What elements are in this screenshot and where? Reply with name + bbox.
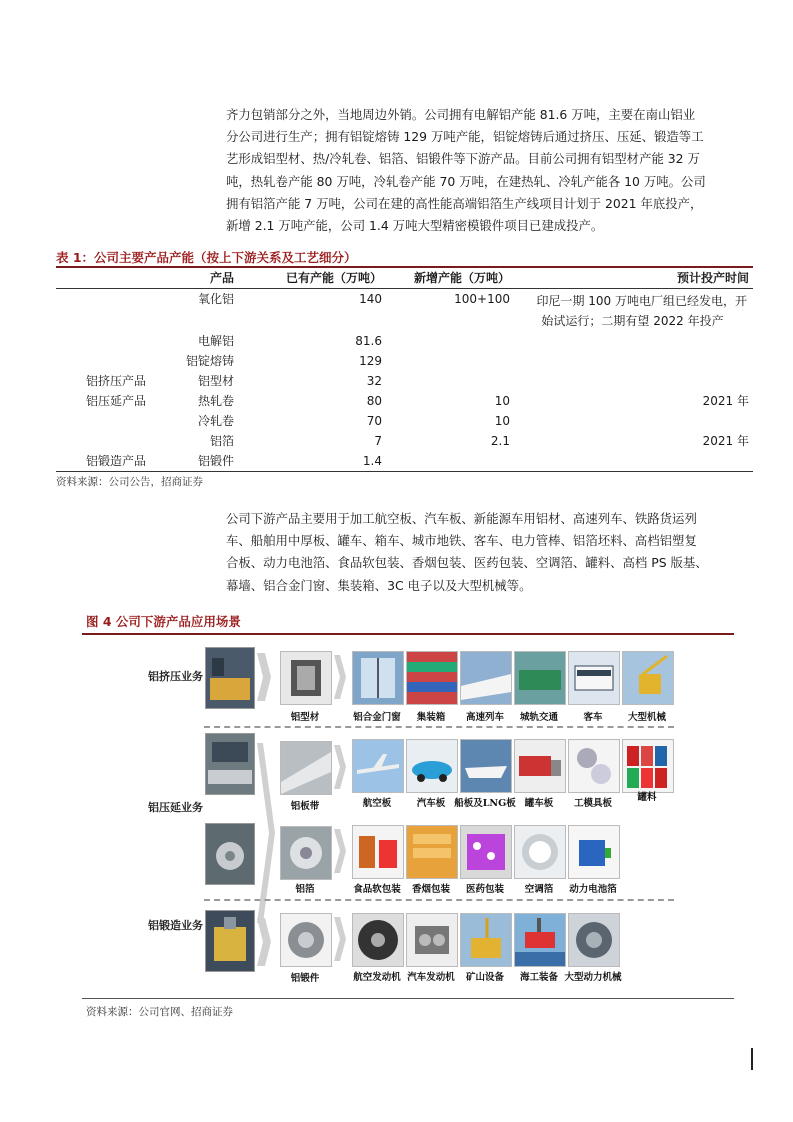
application-label: 动力电池箔	[569, 884, 617, 895]
table-header-row	[56, 268, 753, 289]
application-label: 海工装备	[519, 972, 558, 983]
group-cell: 铝压延产品	[85, 394, 146, 408]
application-figure	[82, 633, 734, 998]
application-photo	[406, 825, 458, 879]
application-label: 罐料	[637, 792, 657, 803]
application-photo	[406, 739, 458, 793]
segment-label: 铝挤压业务	[148, 670, 203, 683]
header-cell	[56, 268, 150, 289]
application-photo	[568, 825, 620, 879]
table-row	[56, 371, 753, 391]
table-row	[56, 351, 753, 371]
group-cell	[56, 411, 150, 431]
text-line: 分公司进行生产；拥有铝锭熔铸 129 万吨产能，铝锭熔铸后通过挤压、压延、锻造等工	[226, 129, 704, 145]
existing-cell: 81.6	[355, 334, 382, 348]
product-photo	[280, 741, 332, 795]
application-photo	[568, 651, 620, 705]
time-cell	[514, 331, 753, 351]
application-label: 大型动力机械	[564, 972, 622, 983]
application-photo	[460, 825, 512, 879]
table-row	[56, 411, 753, 431]
product-photo	[280, 826, 332, 880]
table-row	[56, 331, 753, 351]
application-label: 高速列车	[465, 712, 504, 723]
text-line: 拥有铝箔产能 7 万吨，公司在建的高性能高端铝箔生产线项目计划于 2021 年底投产，	[226, 195, 703, 211]
header-cell: 已有产能（万吨）	[238, 268, 386, 289]
table-row	[56, 391, 753, 411]
text-line: 新增 2.1 万吨产能，公司 1.4 万吨大型精密模锻件项目已建成投产。	[226, 218, 604, 234]
new-cell	[386, 371, 514, 391]
capacity-table	[56, 268, 753, 472]
chevron-right-icon	[334, 745, 346, 789]
application-photo	[352, 651, 404, 705]
text-line: 齐力包销部分之外，当地周边外销。公司拥有电解铝产能 81.6 万吨，主要在南山铝业	[226, 107, 696, 122]
existing-cell: 80	[366, 394, 382, 408]
time-cell	[514, 351, 753, 371]
application-photo	[622, 651, 674, 705]
time-cell	[514, 371, 753, 391]
product-cell: 铝锭熔铸	[185, 354, 234, 368]
time-cell: 2021 年	[702, 394, 749, 408]
header-cell: 产品	[150, 268, 238, 289]
application-photo	[352, 825, 404, 879]
new-cell: 10	[494, 414, 510, 428]
time-cell	[514, 451, 753, 472]
text-line: 幕墙、铝合金门窗、集装箱、3C 电子以及大型机械等。	[226, 577, 532, 593]
chevron-right-icon	[334, 655, 346, 699]
application-label: 汽车板	[416, 798, 446, 809]
group-cell	[56, 331, 150, 351]
chevron-right-icon	[257, 918, 271, 966]
product-label: 铝锻件	[290, 973, 320, 984]
application-label: 空调箔	[524, 884, 554, 895]
existing-cell: 70	[366, 414, 382, 428]
product-cell: 氧化铝	[197, 292, 234, 306]
application-label: 客车	[583, 712, 603, 723]
application-label: 大型机械	[627, 712, 666, 723]
time-line: 印尼一期 100 万吨电厂组已经发电，开	[536, 294, 747, 308]
table-source: 资料来源：公司公告，招商证券	[56, 476, 203, 488]
factory-photo	[205, 647, 255, 709]
application-label: 食品软包装	[353, 884, 401, 895]
text-line: 车、船舶用中厚板、罐车、箱车、城市地铁、客车、电力管棒、铝箔坯料、高档铝塑复	[226, 533, 697, 549]
existing-cell: 140	[359, 292, 382, 306]
application-label: 医药包装	[465, 884, 504, 895]
factory-photo	[205, 823, 255, 885]
factory-photo	[205, 733, 255, 795]
application-photo	[514, 739, 566, 793]
application-label: 航空发动机	[353, 972, 401, 983]
figure-source: 资料来源：公司官网、招商证券	[86, 1006, 233, 1018]
application-photo	[406, 913, 458, 967]
section-divider	[204, 899, 674, 901]
application-label: 汽车发动机	[407, 972, 455, 983]
chevron-right-icon	[257, 653, 271, 701]
application-label: 集装箱	[416, 712, 446, 723]
header-cell: 新增产能（万吨）	[386, 268, 514, 289]
text-line: 公司下游产品主要用于加工航空板、汽车板、新能源车用铝材、高速列车、铁路货运列	[226, 511, 697, 526]
new-cell	[386, 451, 514, 472]
table-caption: 表 1：公司主要产品产能（按上下游关系及工艺细分）	[56, 250, 357, 265]
application-photo	[352, 913, 404, 967]
text-line: 艺形成铝型材、热/冷轧卷、铝箔、铝锻件等下游产品。目前公司拥有铝型材产能 32 万	[226, 151, 700, 167]
text-line: 合板、动力电池箔、食品软包装、香烟包装、医药包装、空调箔、罐料、高档 PS 版基、	[226, 555, 708, 571]
product-cell: 铝锻件	[197, 454, 234, 468]
existing-cell: 1.4	[362, 454, 382, 468]
time-cell	[514, 411, 753, 431]
group-cell	[56, 351, 150, 371]
intro-paragraph	[226, 104, 754, 237]
figure-caption: 图 4 公司下游产品应用场景	[86, 614, 241, 629]
product-label: 铝箔	[295, 884, 315, 895]
application-photo	[568, 913, 620, 967]
chevron-right-icon	[334, 829, 346, 873]
new-cell	[386, 331, 514, 351]
section-divider	[204, 726, 674, 728]
application-label: 航空板	[362, 798, 392, 809]
application-label: 工模具板	[573, 798, 612, 809]
time-line: 始试运行；二期有望 2022 年投产	[541, 314, 724, 328]
segment-label: 铝锻造业务	[148, 919, 203, 932]
new-cell: 10	[494, 394, 510, 408]
header-cell: 预计投产时间	[514, 268, 753, 289]
application-photo	[460, 739, 512, 793]
table-row	[56, 431, 753, 451]
product-label: 铝型材	[290, 712, 320, 723]
product-cell: 铝型材	[197, 374, 234, 388]
downstream-paragraph	[226, 508, 754, 597]
factory-photo	[205, 910, 255, 972]
page-marker	[751, 1048, 753, 1070]
new-cell: 2.1	[490, 434, 510, 448]
chevron-right-icon	[334, 917, 346, 961]
application-photo	[460, 651, 512, 705]
application-photo	[406, 651, 458, 705]
application-label: 城轨交通	[519, 712, 558, 723]
application-label: 船板及LNG板	[454, 798, 516, 809]
table-row	[56, 451, 753, 472]
existing-cell: 32	[366, 374, 382, 388]
new-cell	[386, 351, 514, 371]
figure-bottom-rule	[82, 998, 734, 999]
application-photo	[622, 739, 674, 793]
application-photo	[460, 913, 512, 967]
group-cell	[56, 431, 150, 451]
application-photo	[514, 913, 566, 967]
group-cell: 铝锻造产品	[85, 454, 146, 468]
application-photo	[352, 739, 404, 793]
application-photo	[514, 651, 566, 705]
existing-cell: 129	[359, 354, 382, 368]
application-photo	[514, 825, 566, 879]
chevron-right-icon	[257, 743, 275, 923]
product-cell: 冷轧卷	[197, 414, 234, 428]
segment-label: 铝压延业务	[148, 801, 203, 814]
application-photo	[568, 739, 620, 793]
application-label: 矿山设备	[465, 972, 504, 983]
product-cell: 铝箔	[209, 434, 234, 448]
table-row	[56, 289, 753, 332]
new-cell: 100+100	[454, 292, 510, 306]
product-cell: 电解铝	[197, 334, 234, 348]
group-cell: 铝挤压产品	[85, 374, 146, 388]
product-photo	[280, 651, 332, 705]
product-label: 铝板带	[290, 801, 320, 812]
application-label: 铝合金门窗	[353, 712, 401, 723]
time-cell: 2021 年	[702, 434, 749, 448]
product-cell: 热轧卷	[197, 394, 234, 408]
existing-cell: 7	[374, 434, 382, 448]
application-label: 罐车板	[524, 798, 554, 809]
text-line: 吨，热轧卷产能 80 万吨，冷轧卷产能 70 万吨，在建热轧、冷轧产能各 10 万吨。公司	[226, 173, 706, 189]
group-cell	[56, 289, 150, 332]
time-cell	[514, 289, 753, 332]
product-photo	[280, 913, 332, 967]
application-label: 香烟包装	[411, 884, 450, 895]
